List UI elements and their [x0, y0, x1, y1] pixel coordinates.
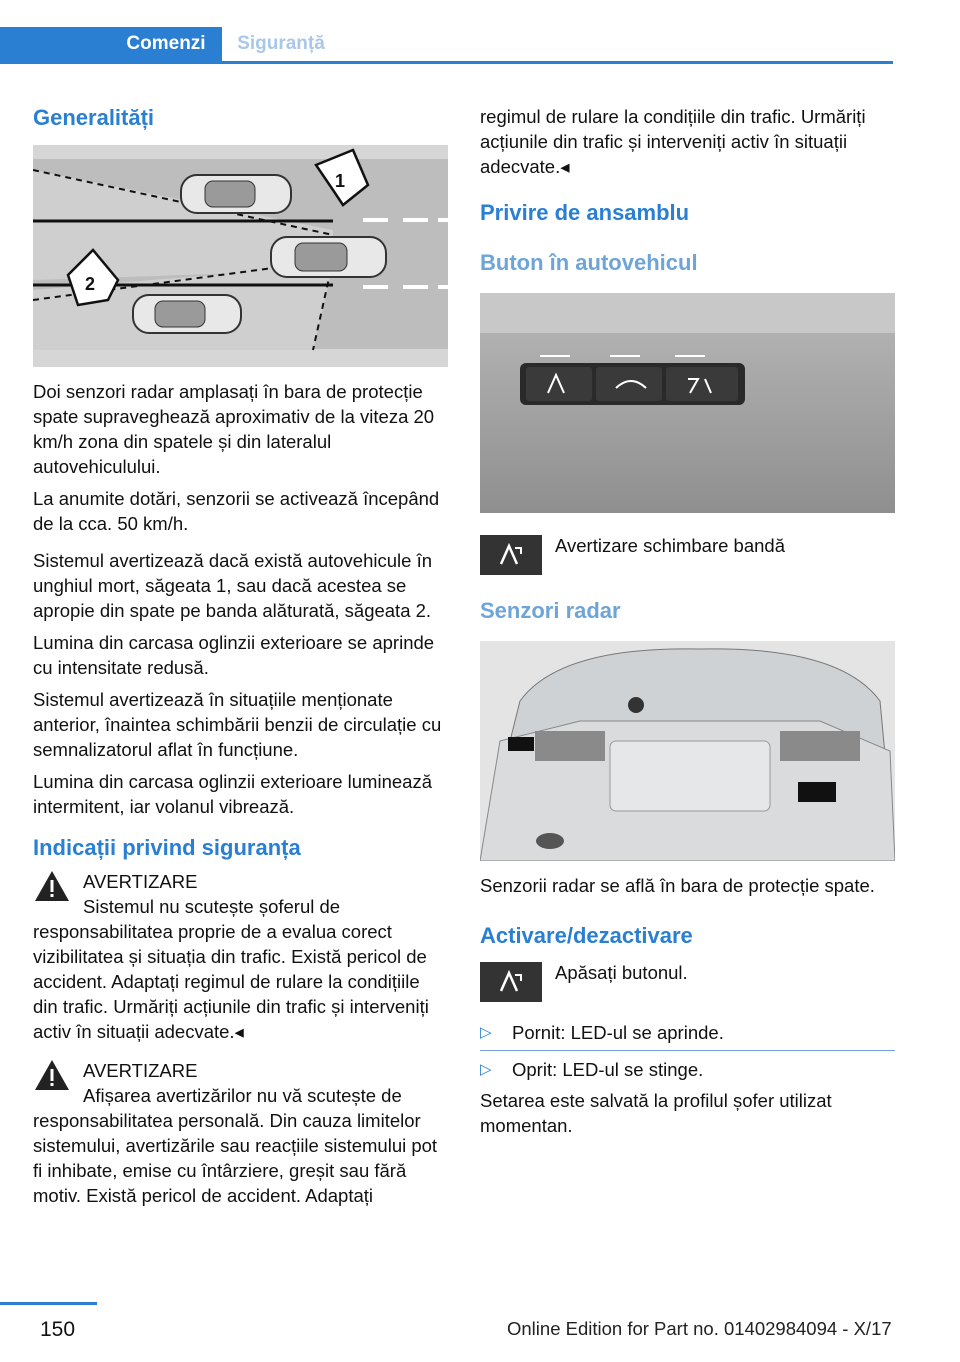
paragraph-activation-speed: La anumite dotări, senzorii se activează începând de la cca. 50 km/h.	[33, 488, 440, 534]
warning-1-text: Sistemul nu scutește șoferul de responsabilitatea proprie de a evalua corect vizibilitatea și situația din trafic. Există pericol de accident. Adaptați regimul de rulare la condițiile din trafic. Urmăriți acțiunile din trafic și interveniți activ în situații adecvate.◂	[33, 896, 429, 1042]
tab-comenzi[interactable]	[0, 27, 222, 61]
paragraph-continued: regimul de rulare la condițiile din trafic. Urmăriți acțiunile din trafic și interveniți activ în situații adecvate.◂	[480, 106, 866, 177]
car-rear-svg	[480, 641, 895, 861]
list-item	[480, 1020, 895, 1045]
bullet-text: Pornit: LED-ul se aprinde.	[512, 1022, 724, 1043]
car-rear-photo	[480, 641, 895, 861]
page-number: 150	[40, 1318, 76, 1341]
paragraph-radar-location: Senzorii radar se află în bara de protecție spate.	[480, 875, 875, 896]
warning-block-2	[33, 1058, 448, 1083]
press-button-text: Apăsați butonul.	[555, 962, 688, 983]
warning-block-1	[33, 869, 448, 894]
triangle-bullet-icon: ▷	[480, 1024, 492, 1041]
warning-2-text: Afișarea avertizărilor nu vă scutește de responsabilitatea personală. Din cauza limitelor sistemului, avertizările sau reacțiile sistemului pot fi inhibate, emise cu întârziere, greșit sau fără motiv. Există pericol de accident. Adaptați	[33, 1085, 438, 1206]
heading-activation: Activare/dezactivare	[480, 923, 693, 948]
heading-button-in-vehicle: Buton în autovehicul	[480, 250, 698, 275]
warning-triangle-icon	[33, 1058, 71, 1092]
paragraph-mirror-flash: Lumina din carcasa oglinzii exterioare luminează intermitent, iar volanul vibrează.	[33, 771, 432, 817]
bullet-list	[480, 1020, 895, 1082]
heading-radar-sensors: Senzori radar	[480, 598, 621, 623]
list-item	[480, 1057, 895, 1082]
tab-siguranta[interactable]: Siguranță	[237, 33, 325, 54]
blind-spot-figure	[33, 145, 448, 367]
paragraph-radar-sensors: Doi senzori radar amplasați în bara de protecție spate supraveghează aproximativ de la viteza 20 km/h zona din spatele și din lateralul autovehiculului.	[33, 381, 435, 477]
bullet-text: Oprit: LED-ul se stinge.	[512, 1059, 704, 1080]
button-caption: Avertizare schimbare bandă	[555, 535, 786, 556]
left-column	[33, 104, 448, 1208]
radar-sensor-left	[508, 737, 534, 751]
arrow-1-label: 1	[335, 171, 346, 191]
header-tabbar	[0, 27, 893, 64]
road-diagram	[33, 145, 448, 367]
car-2	[271, 237, 386, 277]
lane-change-warning-button-icon	[480, 962, 542, 1002]
car-1	[181, 175, 291, 213]
warning-1-title: AVERTIZARE	[83, 871, 198, 892]
arrow-2-label: 2	[85, 274, 96, 294]
warning-triangle-icon	[33, 869, 71, 903]
tab-comenzi-label: Comenzi	[126, 33, 206, 54]
car-3	[133, 295, 241, 333]
button-panel-svg	[480, 293, 895, 513]
footer-line	[0, 1302, 97, 1305]
button-panel-photo	[480, 293, 895, 513]
lane-change-warning-button-icon	[480, 535, 542, 575]
triangle-bullet-icon: ▷	[480, 1061, 492, 1078]
radar-sensor-right	[798, 782, 836, 802]
right-column	[480, 104, 895, 1138]
button-legend	[480, 533, 895, 575]
edition-text: Online Edition for Part no. 01402984094 - X/17	[507, 1318, 892, 1339]
heading-safety-notes: Indicații privind siguranța	[33, 835, 301, 860]
heading-overview: Privire de ansamblu	[480, 200, 690, 225]
paragraph-mirror-light: Lumina din carcasa oglinzii exterioare se aprinde cu intensitate redusă.	[33, 632, 435, 678]
press-button-row	[480, 960, 895, 1004]
paragraph-warning-situations: Sistemul avertizează în situațiile menționate anterior, înaintea schimbării benzii de circulație cu semnalizatorul aflat în funcțiune.	[33, 689, 442, 760]
paragraph-blind-spot: Sistemul avertizează dacă există autovehicule în unghiul mort, săgeata 1, sau dacă acestea se apropie din spate pe banda alăturată, săgeata 2.	[33, 550, 432, 621]
warning-2-title: AVERTIZARE	[83, 1060, 198, 1081]
paragraph-profile-saved: Setarea este salvată la profilul șofer utilizat momentan.	[480, 1090, 832, 1136]
heading-generalitati: Generalități	[33, 105, 155, 130]
